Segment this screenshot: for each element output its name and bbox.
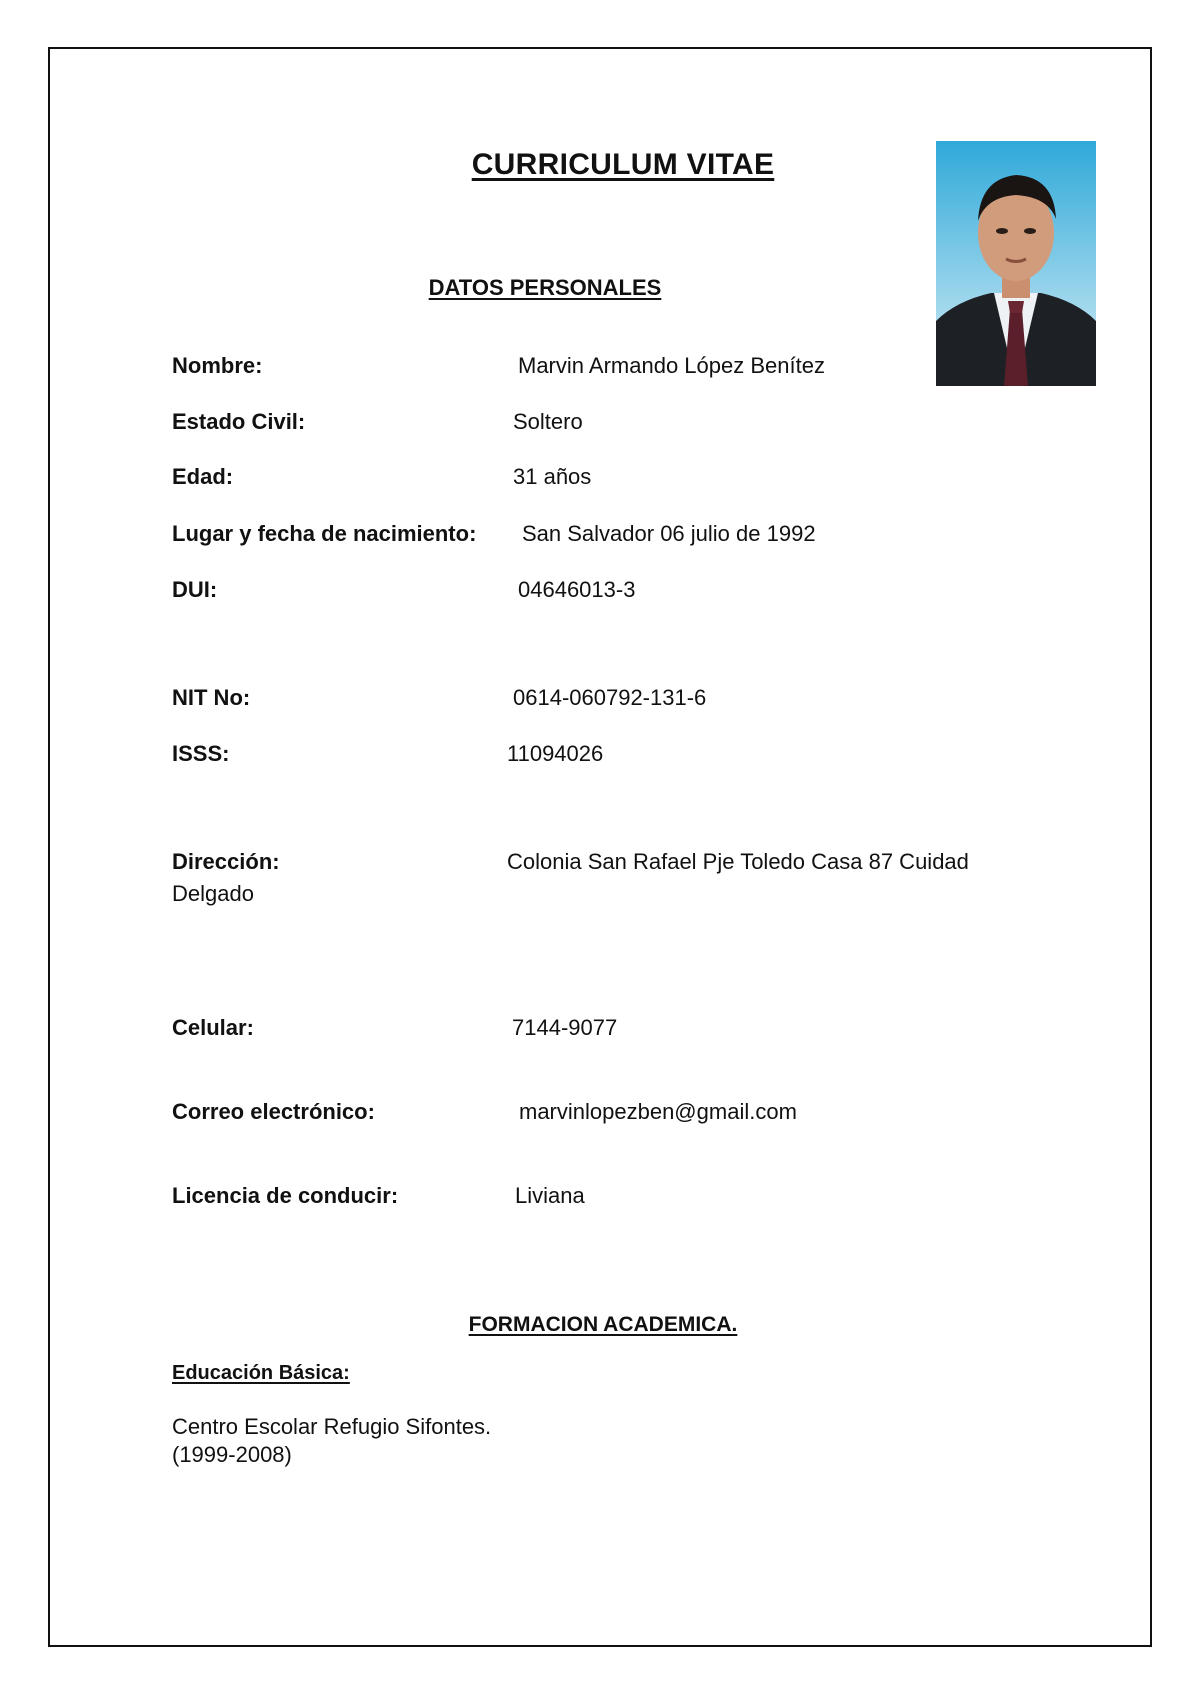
field-value-isss: 11094026 <box>507 741 604 766</box>
field-label-correo: Correo electrónico: <box>172 1099 375 1124</box>
field-value-dui: 04646013-3 <box>518 577 636 602</box>
field-value-lugar-fecha: San Salvador 06 julio de 1992 <box>522 521 816 546</box>
field-label-direccion: Dirección: <box>172 849 280 874</box>
academic-heading: FORMACION ACADEMICA. <box>468 1313 738 1336</box>
portrait-image <box>936 141 1096 386</box>
basic-education-heading: Educación Básica: <box>172 1362 350 1384</box>
field-label-isss: ISSS: <box>172 741 230 766</box>
personal-data-heading: DATOS PERSONALES <box>428 275 662 300</box>
school-name: Centro Escolar Refugio Sifontes. <box>172 1414 492 1439</box>
field-value-estado-civil: Soltero <box>513 409 583 434</box>
document-title: CURRICULUM VITAE <box>471 148 775 181</box>
field-label-nombre: Nombre: <box>172 353 263 378</box>
field-label-lugar-fecha: Lugar y fecha de nacimiento: <box>172 521 477 546</box>
field-value-direccion: Colonia San Rafael Pje Toledo Casa 87 Cuidad <box>507 849 969 874</box>
field-value-nit: 0614-060792-131-6 <box>513 685 707 710</box>
profile-photo <box>936 141 1096 386</box>
field-value-correo: marvinlopezben@gmail.com <box>519 1099 797 1124</box>
field-label-dui: DUI: <box>172 577 218 602</box>
field-label-estado-civil: Estado Civil: <box>172 409 306 434</box>
field-value-licencia: Liviana <box>515 1183 585 1208</box>
field-label-celular: Celular: <box>172 1015 254 1040</box>
field-value-celular: 7144-9077 <box>512 1015 618 1040</box>
field-value-direccion-cont: Delgado <box>172 881 254 906</box>
field-label-licencia: Licencia de conducir: <box>172 1183 399 1208</box>
field-label-nit: NIT No: <box>172 685 251 710</box>
school-years: (1999-2008) <box>172 1442 292 1467</box>
field-value-nombre: Marvin Armando López Benítez <box>518 353 825 378</box>
field-value-edad: 31 años <box>513 464 592 489</box>
field-label-edad: Edad: <box>172 464 234 489</box>
